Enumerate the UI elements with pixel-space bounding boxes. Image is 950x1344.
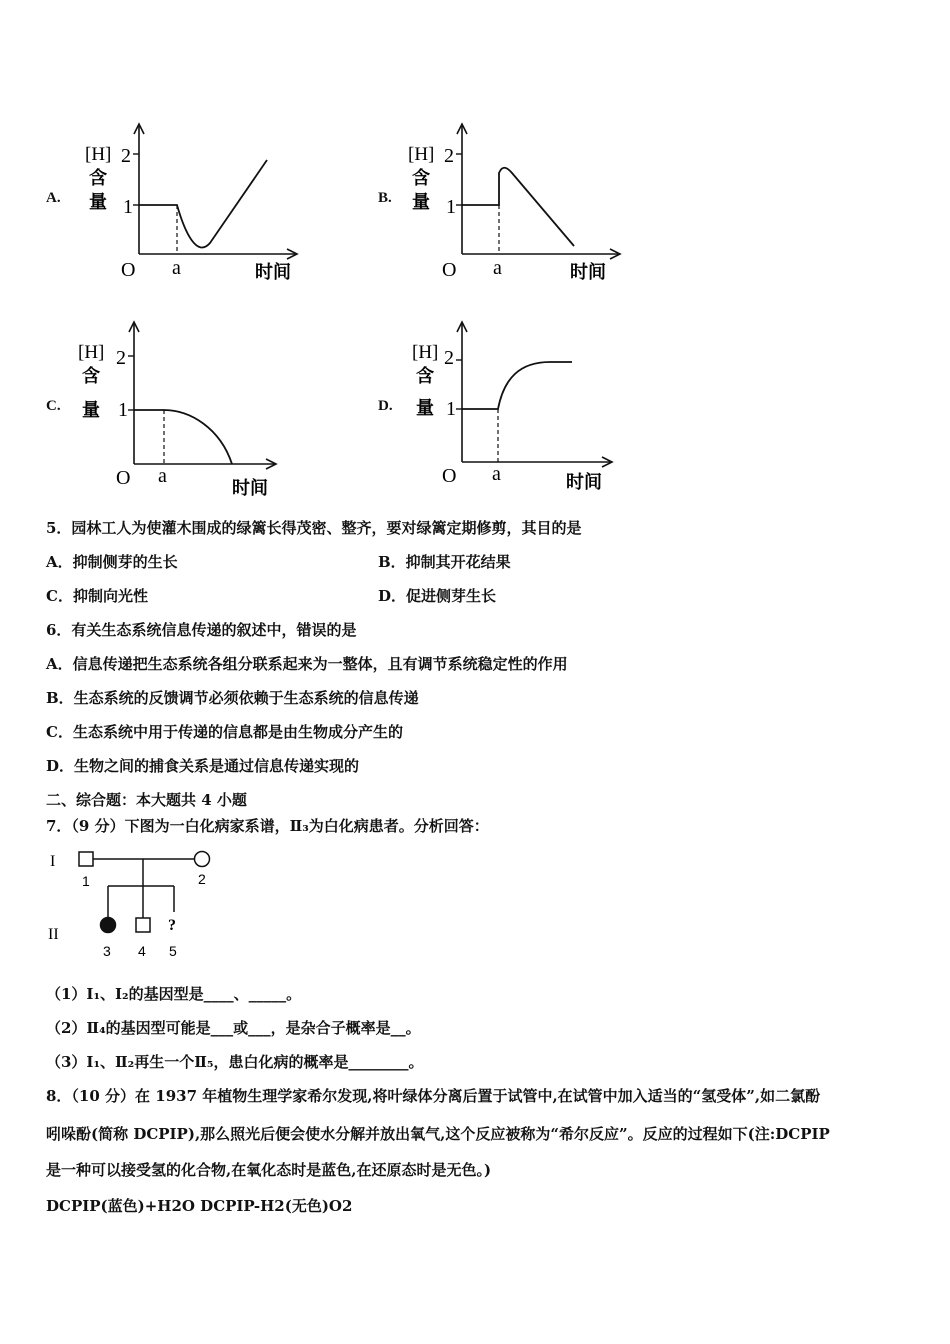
q7-part-1: （1）Ⅰ₁、Ⅰ₂的基因型是____、_____。	[46, 985, 302, 1003]
graph-a-curve	[139, 160, 267, 248]
graph-b	[398, 118, 633, 288]
graph-c-origin: O	[116, 467, 131, 489]
graph-d-svg	[400, 318, 635, 498]
q8-line-1: 8．（10 分）在 1937 年植物生理学家希尔发现,将叶绿体分离后置于试管中,在试管中加入适当的“氢受体”,如二氯酚	[46, 1087, 821, 1105]
q7-part-2: （2）Ⅱ₄的基因型可能是___或___，是杂合子概率是__。	[46, 1019, 421, 1037]
graph-b-y1: 1	[446, 196, 456, 218]
pedigree-female-2	[195, 852, 210, 867]
section-2-heading: 二、综合题：本大题共 4 小题	[46, 791, 247, 809]
graph-c-y1: 1	[118, 399, 128, 421]
graph-c-y2: 2	[116, 347, 126, 369]
q6-option-a: A．信息传递把生态系统各组分联系起来为一整体，且有调节系统稳定性的作用	[46, 655, 568, 673]
q7-part-3: （3）Ⅰ₁、Ⅱ₂再生一个Ⅱ₅，患白化病的概率是________。	[46, 1053, 424, 1071]
graph-d-origin: O	[442, 465, 457, 487]
option-b-label: B.	[378, 190, 392, 206]
option-d-label: D.	[378, 398, 393, 414]
graph-b-curve	[462, 168, 574, 246]
pedigree-chart	[46, 846, 246, 970]
q6-option-b: B．生态系统的反馈调节必须依赖于生态系统的信息传递	[46, 689, 419, 707]
graph-a-origin: O	[121, 259, 136, 281]
graph-a-xlabel: 时间	[255, 262, 291, 283]
pedigree-unknown-5: ?	[168, 917, 176, 934]
q6-option-d: D．生物之间的捕食关系是通过信息传递实现的	[46, 757, 360, 775]
q8-line-3: 是一种可以接受氢的化合物,在氧化态时是蓝色,在还原态时是无色。)	[46, 1161, 492, 1179]
graph-d-ylabel-mid: 含	[416, 366, 434, 387]
graph-d-y2: 2	[444, 347, 454, 369]
q8-equation: DCPIP(蓝色)+H2O DCPIP-H2(无色)O2	[46, 1197, 353, 1215]
graph-a-y1: 1	[123, 196, 133, 218]
graph-a-ylabel-bot: 量	[89, 192, 107, 213]
graph-c-svg	[70, 318, 305, 498]
graph-c	[70, 318, 305, 498]
q7-stem: 7．（9 分）下图为一白化病家系谱，Ⅱ₃为白化病患者。分析回答：	[46, 817, 489, 835]
graph-b-xtick: a	[493, 257, 502, 279]
graph-a	[75, 118, 310, 288]
graph-b-ylabel: [H]	[408, 144, 435, 165]
graph-d-xtick: a	[492, 463, 501, 485]
graph-d-ylabel: [H]	[412, 342, 439, 363]
q6-stem: 6．有关生态系统信息传递的叙述中，错误的是	[46, 621, 357, 639]
graph-c-ylabel-mid: 含	[82, 366, 100, 387]
pedigree-label-1: 1	[82, 873, 90, 889]
graph-b-y2: 2	[444, 145, 454, 167]
graph-c-xlabel: 时间	[232, 478, 268, 499]
graph-a-xtick: a	[172, 257, 181, 279]
pedigree-affected-female-3	[101, 918, 116, 933]
graph-b-svg	[398, 118, 633, 288]
pedigree-label-4: 4	[138, 943, 146, 959]
graph-d	[400, 318, 635, 498]
pedigree-gen1: I	[50, 853, 56, 870]
pedigree-svg	[46, 846, 246, 966]
pedigree-label-3: 3	[103, 943, 111, 959]
graph-c-curve	[134, 410, 232, 464]
q5-option-d: D．促进侧芽生长	[378, 587, 497, 605]
graph-c-ylabel-bot: 量	[82, 400, 100, 421]
q5-option-b: B．抑制其开花结果	[378, 553, 511, 571]
graph-b-xlabel: 时间	[570, 262, 606, 283]
graph-a-y2: 2	[121, 145, 131, 167]
graph-a-svg	[75, 118, 310, 288]
graph-c-ylabel: [H]	[78, 342, 105, 363]
graph-a-ylabel-mid: 含	[89, 168, 107, 189]
q5-stem: 5．园林工人为使灌木围成的绿篱长得茂密、整齐，要对绿篱定期修剪，其目的是	[46, 519, 582, 537]
option-c-label: C.	[46, 398, 61, 414]
q8-line-2: 吲哚酚(简称 DCPIP),那么照光后便会使水分解并放出氧气,这个反应被称为“希尔反应”。反应的过程如下(注:DCPIP	[46, 1125, 830, 1143]
graph-d-ylabel-bot: 量	[416, 398, 434, 419]
graph-d-curve	[462, 362, 572, 409]
graph-b-origin: O	[442, 259, 457, 281]
pedigree-label-2: 2	[198, 871, 206, 887]
option-a-label: A.	[46, 190, 61, 206]
graph-c-xtick: a	[158, 465, 167, 487]
graph-d-xlabel: 时间	[566, 472, 602, 493]
graph-a-ylabel: [H]	[85, 144, 112, 165]
graph-b-ylabel-bot: 量	[412, 192, 430, 213]
pedigree-gen2: II	[48, 926, 59, 943]
graph-d-y1: 1	[446, 398, 456, 420]
pedigree-label-5: 5	[169, 943, 177, 959]
graph-b-ylabel-mid: 含	[412, 168, 430, 189]
q5-option-c: C．抑制向光性	[46, 587, 148, 605]
pedigree-male-1	[79, 852, 93, 866]
q6-option-c: C．生态系统中用于传递的信息都是由生物成分产生的	[46, 723, 403, 741]
q5-option-a: A．抑制侧芽的生长	[46, 553, 178, 571]
pedigree-male-4	[136, 918, 150, 932]
